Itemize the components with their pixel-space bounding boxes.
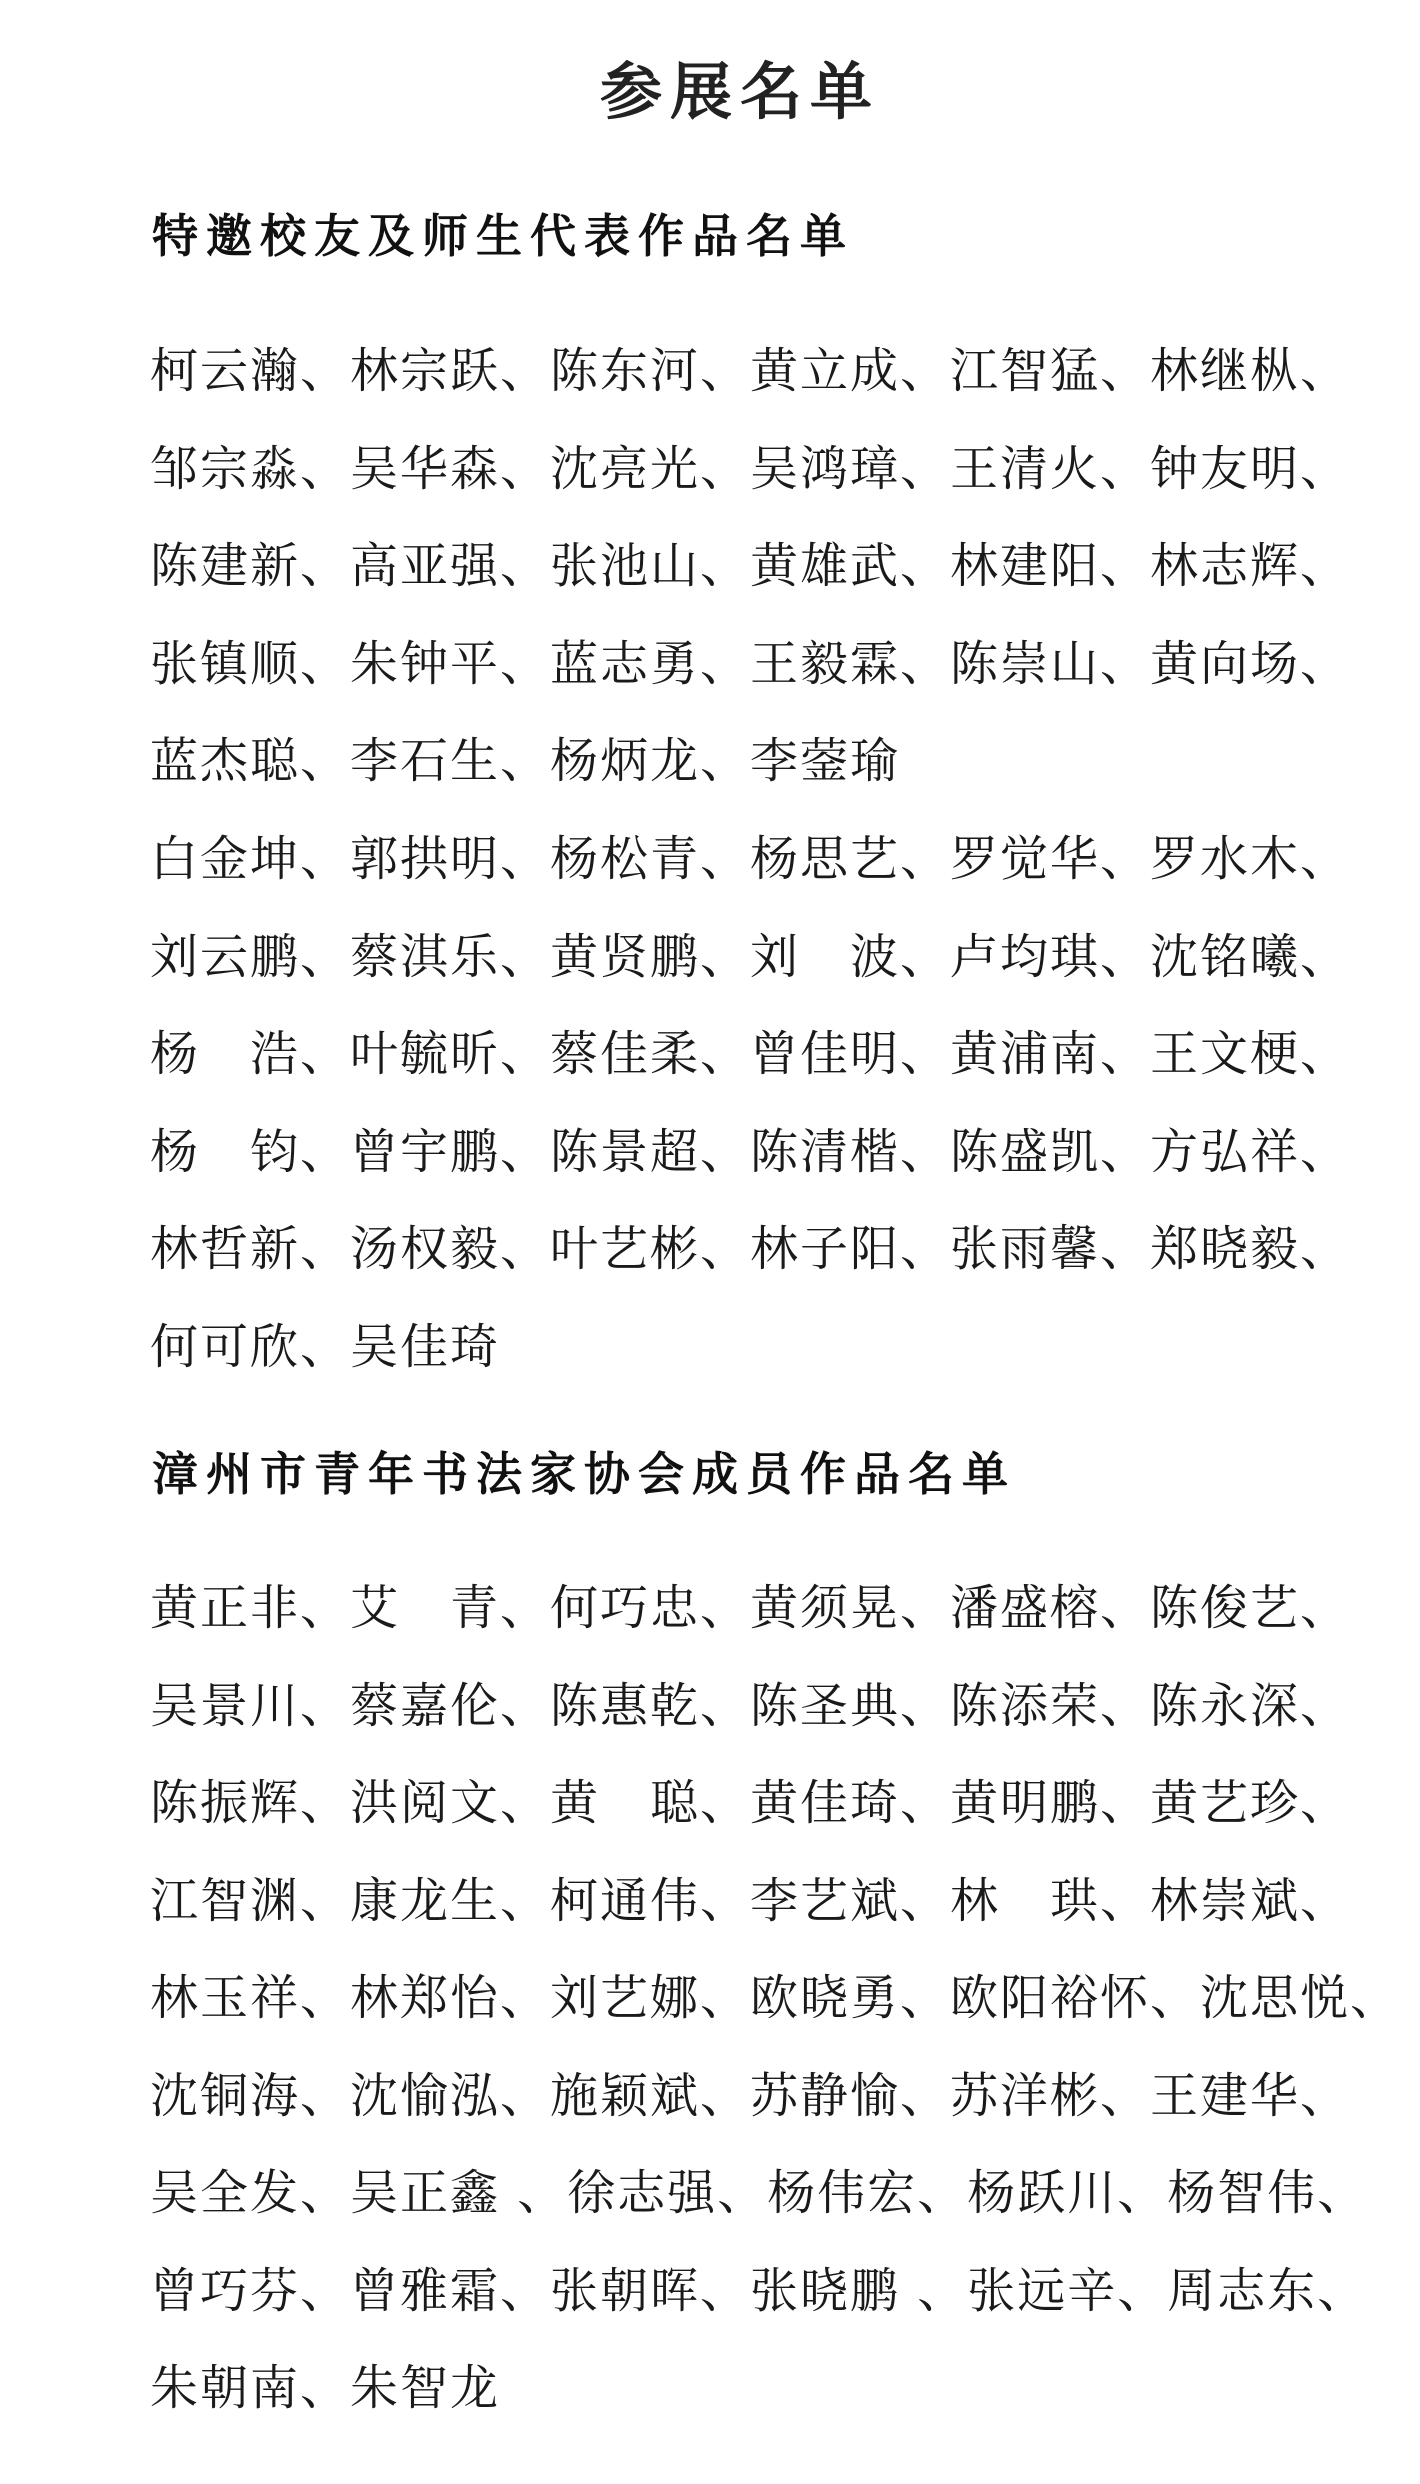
name-line: 白金坤、郭拱明、杨松青、杨思艺、罗觉华、罗水木、 <box>150 831 1351 887</box>
name-line: 沈铜海、沈愉泓、施颖斌、苏静愉、苏洋彬、王建华、 <box>150 2067 1351 2124</box>
section-heading-invited: 特邀校友及师生代表作品名单 <box>152 209 854 263</box>
name-line: 柯云瀚、林宗跃、陈东河、黄立成、江智猛、林继枞、 <box>150 343 1351 399</box>
association-member-name-list <box>150 1576 1400 2454</box>
name-line: 蓝杰聪、李石生、杨炳龙、李蓥瑜 <box>150 733 901 789</box>
name-line: 何可欣、吴佳琦 <box>150 1318 501 1375</box>
name-line: 邹宗淼、吴华森、沈亮光、吴鸿璋、王清火、钟友明、 <box>150 440 1351 497</box>
name-line: 江智渊、康龙生、柯通伟、李艺斌、林 珙、林崇斌、 <box>150 1872 1351 1929</box>
name-line: 杨 浩、叶毓昕、蔡佳柔、曾佳明、黄浦南、王文梗、 <box>150 1026 1351 1082</box>
name-line: 刘云鹏、蔡淇乐、黄贤鹏、刘 波、卢均琪、沈铭曦、 <box>150 928 1351 985</box>
teacher-student-name-list <box>150 827 1350 1412</box>
name-line: 吴景川、蔡嘉伦、陈惠乾、陈圣典、陈添荣、陈永深、 <box>150 1677 1351 1734</box>
name-line: 林哲新、汤权毅、叶艺彬、林子阳、张雨馨、郑晓毅、 <box>150 1221 1351 1277</box>
name-line: 陈建新、高亚强、张池山、黄雄武、林建阳、林志辉、 <box>150 538 1351 594</box>
name-line: 吴全发、吴正鑫 、徐志强、杨伟宏、杨跃川、杨智伟、 <box>150 2165 1368 2221</box>
name-line: 曾巧芬、曾雅霜、张朝晖、张晓鹏 、张远辛、周志东、 <box>150 2262 1368 2319</box>
name-line: 林玉祥、林郑怡、刘艺娜、欧晓勇、欧阳裕怀、沈思悦、 <box>150 1970 1401 2026</box>
page-title: 参展名单 <box>599 55 880 128</box>
name-line: 张镇顺、朱钟平、蓝志勇、王毅霖、陈崇山、黄向场、 <box>150 635 1351 692</box>
name-line: 黄正非、艾 青、何巧忠、黄须晃、潘盛榕、陈俊艺、 <box>150 1580 1351 1636</box>
name-line: 朱朝南、朱智龙 <box>150 2360 501 2416</box>
invited-alumni-name-list <box>150 339 1350 827</box>
name-line: 杨 钧、曾宇鹏、陈景超、陈清楷、陈盛凯、方弘祥、 <box>150 1123 1351 1180</box>
name-line: 陈振辉、洪阅文、黄 聪、黄佳琦、黄明鹏、黄艺珍、 <box>150 1775 1351 1831</box>
section-heading-association: 漳州市青年书法家协会成员作品名单 <box>152 1447 1016 1501</box>
